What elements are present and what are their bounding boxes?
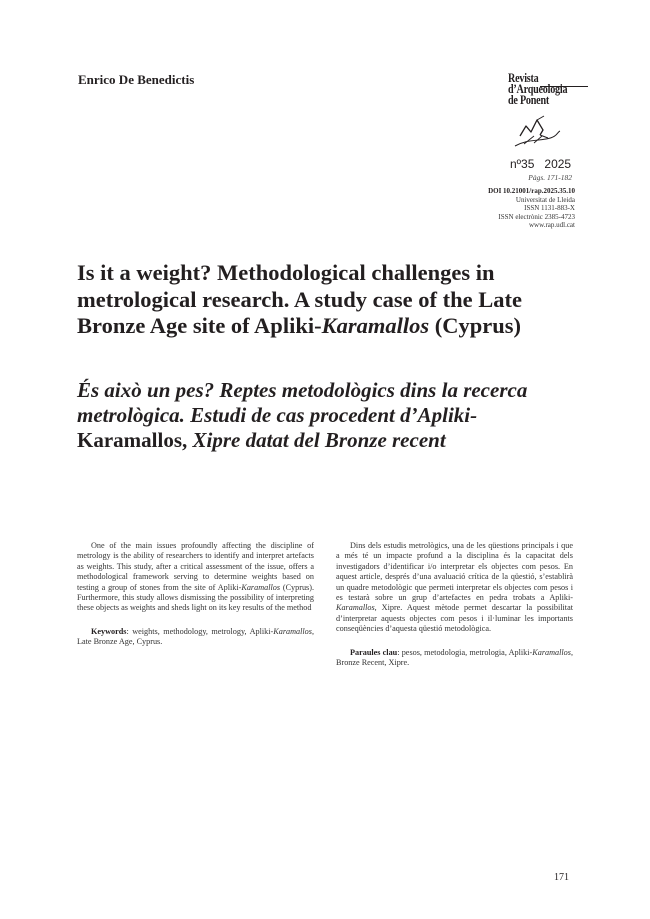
keywords-catalan <box>336 648 573 669</box>
eissn: ISSN electrònic 2385-4723 <box>498 212 575 221</box>
page-range: Pàgs. 171-182 <box>528 173 572 182</box>
journal-title-rule <box>540 86 588 87</box>
title-english-italic: Karamallos <box>321 313 430 338</box>
publication-meta <box>400 187 575 230</box>
abstract-catalan-italic: Karamallos <box>336 603 375 613</box>
issue-info <box>510 157 571 171</box>
abstract-catalan <box>336 541 573 668</box>
journal-logo <box>508 72 588 105</box>
title-catalan <box>77 378 587 453</box>
journal-title-line-2: d’Arqueologia <box>508 81 568 96</box>
abstract-english-text <box>77 541 314 614</box>
title-english-end: (Cyprus) <box>429 313 521 338</box>
abstract-english-text-1: One of the main issues profoundly affecting the discipline of metrology is the ability of researchers to identify and interpret artefacts as weights. This study, after a critical assessment of the issue, offers a methodological framework serving to determine weights based on testing a group of stones from the site of Apliki- <box>77 541 314 592</box>
title-english <box>77 260 587 340</box>
title-english-text: Is it a weight? Methodological challenges in metrological research. A study case of the Late Bronze Age site of Apliki- <box>77 260 522 338</box>
university: Universitat de Lleida <box>515 195 575 204</box>
keywords-english-text-2: , Late Bronze Age, Cyprus. <box>77 626 314 647</box>
author-name: Enrico De Benedictis <box>78 72 195 87</box>
abstract-catalan-text-1: Dins dels estudis metrològics, una de les qüestions principals i que a més té un impacte profund a la disciplina és la capacitat dels investigadors d’identificar i/o interpretar els objectes com pesos. En aquest article, després d’una avaluació crítica de la qüestió, s’establirà un quadre metodològic que permeti interpretar els objectes com pesos i es testarà sobre un grup d’artefactes en pedra trobats a Apliki- <box>336 541 573 603</box>
keywords-catalan-label: Paraules clau <box>350 647 398 657</box>
abstract-catalan-text-2: , Xipre. Aquest mètode permet descartar la possibilitat d’interpretar aquests objectes com pesos i il·luminar les importants conseqüències d’aquesta qüestió metodològica. <box>336 603 573 634</box>
issn: ISSN 1131-883-X <box>524 204 575 213</box>
abstract-catalan-text <box>336 541 573 635</box>
keywords-english-text-1: : weights, methodology, metrology, Apliki- <box>126 626 274 636</box>
title-catalan-part1: És això un pes? Reptes metodològics dins la recerca metrològica. Estudi de cas procedent d’Apliki- <box>77 378 528 427</box>
issue-year: 2025 <box>544 157 572 171</box>
abstract-english-italic: Karamallos <box>241 582 281 592</box>
page-number: 171 <box>554 872 569 883</box>
keywords-catalan-italic: Karamallos <box>532 647 571 657</box>
keywords-english-italic: Karamallos <box>273 626 312 636</box>
title-catalan-part2: Xipre datat del Bronze recent <box>187 428 446 452</box>
issue-number: nº35 <box>510 157 535 171</box>
keywords-english-label: Keywords <box>91 626 127 636</box>
mountain-logo-icon <box>512 114 562 150</box>
abstract-english <box>77 541 314 648</box>
keywords-english <box>77 627 314 648</box>
journal-title-line-3: de Ponent <box>508 92 549 107</box>
journal-title-line-1: Revista <box>508 70 539 85</box>
abstract-english-text-2: (Cyprus). Furthermore, this study allows dismissing the possibility of interpreting these objects as weights and sheds light on its key results of the method <box>77 582 315 613</box>
keywords-catalan-text-1: : pesos, metodologia, metrologia, Apliki- <box>397 647 533 657</box>
keywords-catalan-text-2: , Bronze Recent, Xipre. <box>336 647 573 668</box>
doi: DOI 10.21001/rap.2025.35.10 <box>488 187 575 195</box>
title-catalan-roman: Karamallos, <box>77 428 188 452</box>
journal-url: www.rap.udl.cat <box>528 221 575 230</box>
